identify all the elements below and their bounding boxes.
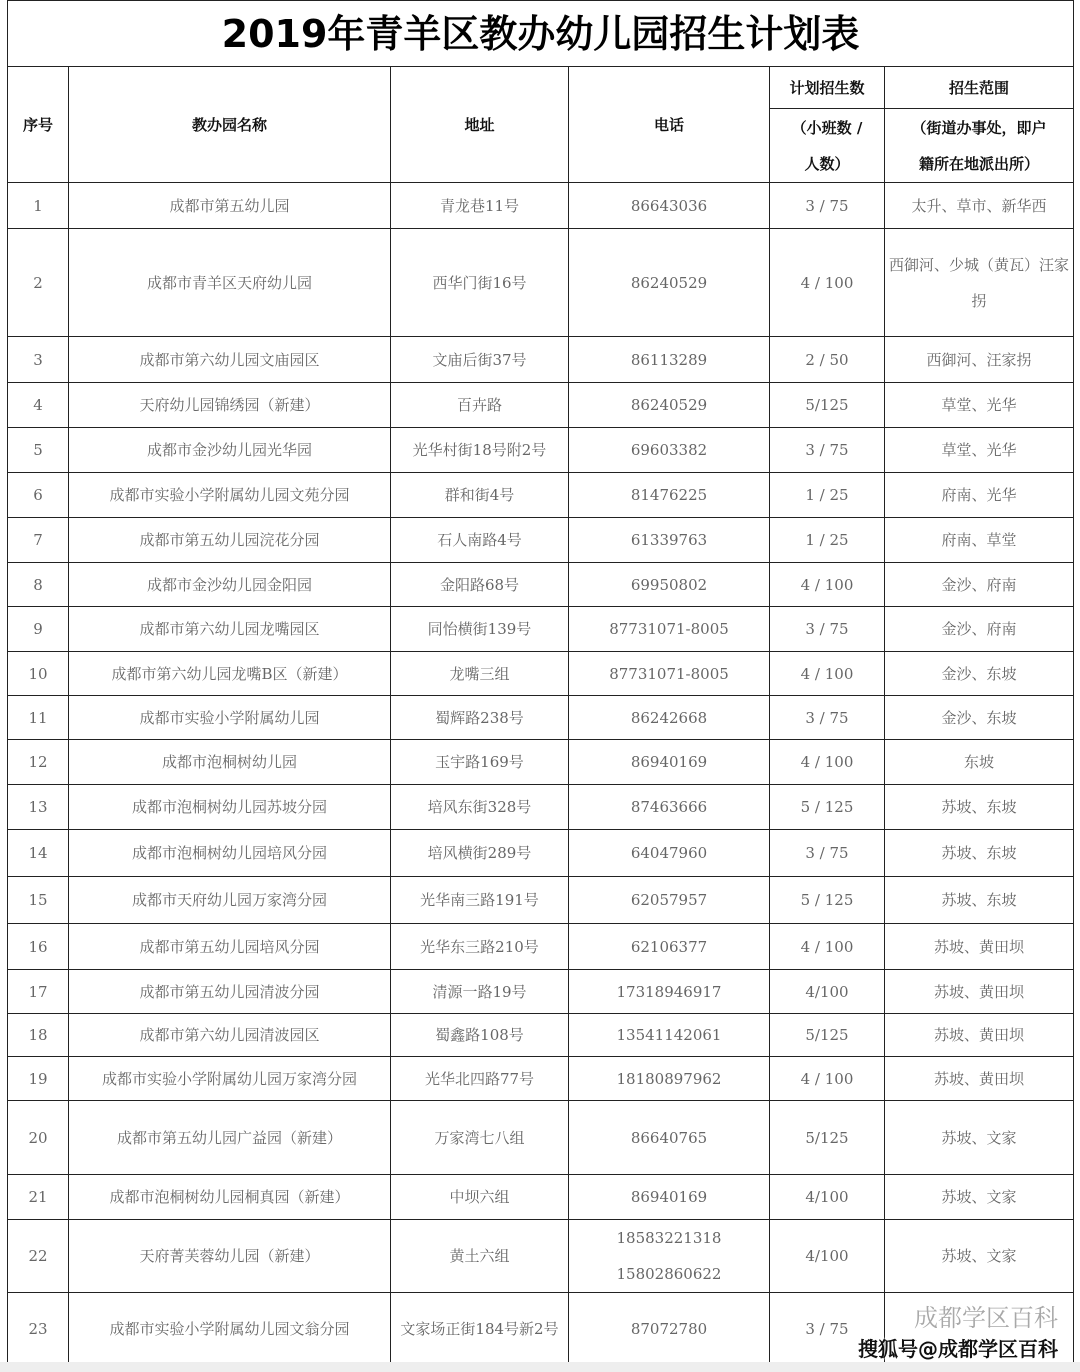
table-row xyxy=(8,183,1074,229)
cell-range: 苏坡、文家 xyxy=(885,1101,1074,1175)
cell-phone: 17318946917 xyxy=(569,970,770,1014)
cell-plan: 1 / 25 xyxy=(770,518,885,563)
cell-plan: 1 / 25 xyxy=(770,473,885,518)
cell-plan: 5/125 xyxy=(770,1101,885,1175)
table-row xyxy=(8,1057,1074,1101)
cell-range: 金沙、府南 xyxy=(885,563,1074,607)
cell-range: 苏坡、东坡 xyxy=(885,785,1074,830)
cell-name: 成都市第六幼儿园清波园区 xyxy=(69,1014,391,1057)
header-range: 招生范围 xyxy=(885,67,1074,109)
cell-phone: 13541142061 xyxy=(569,1014,770,1057)
cell-plan: 4/100 xyxy=(770,1220,885,1293)
cell-no: 7 xyxy=(8,518,69,563)
table-row xyxy=(8,229,1074,337)
watermark xyxy=(858,1298,1058,1362)
cell-phone: 86242668 xyxy=(569,696,770,740)
cell-phone: 69603382 xyxy=(569,428,770,473)
cell-phone: 86940169 xyxy=(569,740,770,785)
cell-plan: 4 / 100 xyxy=(770,740,885,785)
cell-phone: 64047960 xyxy=(569,830,770,877)
cell-no: 5 xyxy=(8,428,69,473)
cell-name: 成都市第五幼儿园广益园（新建） xyxy=(69,1101,391,1175)
cell-address: 石人南路4号 xyxy=(391,518,569,563)
cell-name: 成都市实验小学附属幼儿园文翁分园 xyxy=(69,1293,391,1366)
cell-name: 成都市金沙幼儿园光华园 xyxy=(69,428,391,473)
cell-address: 清源一路19号 xyxy=(391,970,569,1014)
cell-name: 成都市第五幼儿园 xyxy=(69,183,391,229)
cell-address: 黄土六组 xyxy=(391,1220,569,1293)
cell-range: 苏坡、文家 xyxy=(885,1220,1074,1293)
cell-range: 苏坡、东坡 xyxy=(885,830,1074,877)
cell-phone: 86113289 xyxy=(569,337,770,383)
cell-phone: 86240529 xyxy=(569,229,770,337)
cell-no: 23 xyxy=(8,1293,69,1366)
cell-phone: 18180897962 xyxy=(569,1057,770,1101)
cell-plan: 3 / 75 xyxy=(770,830,885,877)
cell-no: 6 xyxy=(8,473,69,518)
cell-no: 20 xyxy=(8,1101,69,1175)
cell-range: 苏坡、黄田坝 xyxy=(885,1014,1074,1057)
cell-range: 苏坡、黄田坝 xyxy=(885,970,1074,1014)
cell-phone: 87731071-8005 xyxy=(569,652,770,696)
cell-no: 22 xyxy=(8,1220,69,1293)
cell-name: 成都市泡桐树幼儿园苏坡分园 xyxy=(69,785,391,830)
cell-no: 4 xyxy=(8,383,69,428)
cell-range: 金沙、东坡 xyxy=(885,696,1074,740)
cell-name: 天府菁芙蓉幼儿园（新建） xyxy=(69,1220,391,1293)
cell-name: 成都市实验小学附属幼儿园 xyxy=(69,696,391,740)
cell-range: 太升、草市、新华西 xyxy=(885,183,1074,229)
cell-phone: 62057957 xyxy=(569,877,770,924)
table-row xyxy=(8,428,1074,473)
cell-plan: 4 / 100 xyxy=(770,924,885,970)
table-row xyxy=(8,383,1074,428)
cell-name: 成都市青羊区天府幼儿园 xyxy=(69,229,391,337)
table-row xyxy=(8,563,1074,607)
cell-address: 文家场正街184号新2号 xyxy=(391,1293,569,1366)
cell-range: 苏坡、黄田坝 xyxy=(885,1057,1074,1101)
cell-no: 19 xyxy=(8,1057,69,1101)
cell-range: 东坡 xyxy=(885,740,1074,785)
table-row xyxy=(8,652,1074,696)
cell-plan: 4/100 xyxy=(770,970,885,1014)
cell-no: 10 xyxy=(8,652,69,696)
cell-range: 金沙、东坡 xyxy=(885,652,1074,696)
table-row xyxy=(8,740,1074,785)
cell-address: 蜀辉路238号 xyxy=(391,696,569,740)
header-phone: 电话 xyxy=(569,67,770,183)
cell-plan: 5/125 xyxy=(770,1014,885,1057)
cell-phone: 87072780 xyxy=(569,1293,770,1366)
header-range-sub2: 籍所在地派出所） xyxy=(919,154,1040,173)
header-plan: 计划招生数 xyxy=(770,67,885,109)
cell-phone: 86940169 xyxy=(569,1175,770,1220)
cell-address: 百卉路 xyxy=(391,383,569,428)
cell-plan: 4/100 xyxy=(770,1175,885,1220)
header-range-sub1: （街道办事处，即户 xyxy=(911,118,1047,137)
watermark-source: 搜狐号@成都学区百科 xyxy=(858,1337,1058,1361)
cell-name: 成都市第五幼儿园浣花分园 xyxy=(69,518,391,563)
cell-range: 苏坡、东坡 xyxy=(885,877,1074,924)
cell-no: 12 xyxy=(8,740,69,785)
cell-phone: 87463666 xyxy=(569,785,770,830)
cell-no: 17 xyxy=(8,970,69,1014)
table-row xyxy=(8,1101,1074,1175)
cell-plan: 5/125 xyxy=(770,383,885,428)
cell-plan: 4 / 100 xyxy=(770,563,885,607)
cell-plan: 4 / 100 xyxy=(770,652,885,696)
cell-name: 天府幼儿园锦绣园（新建） xyxy=(69,383,391,428)
cell-no: 2 xyxy=(8,229,69,337)
cell-plan: 3 / 75 xyxy=(770,1293,885,1366)
cell-address: 蜀鑫路108号 xyxy=(391,1014,569,1057)
cell-address: 龙嘴三组 xyxy=(391,652,569,696)
table-row xyxy=(8,518,1074,563)
cell-no: 11 xyxy=(8,696,69,740)
table-row xyxy=(8,1175,1074,1220)
cell-phone: 86643036 xyxy=(569,183,770,229)
header-plan-sub2: 人数） xyxy=(804,154,850,173)
table-row xyxy=(8,877,1074,924)
cell-range: 草堂、光华 xyxy=(885,383,1074,428)
cell-name: 成都市天府幼儿园万家湾分园 xyxy=(69,877,391,924)
cell-plan: 5 / 125 xyxy=(770,877,885,924)
cell-address: 光华北四路77号 xyxy=(391,1057,569,1101)
cell-phone: 87731071-8005 xyxy=(569,607,770,652)
cell-phone: 69950802 xyxy=(569,563,770,607)
table-row xyxy=(8,924,1074,970)
cell-address: 群和街4号 xyxy=(391,473,569,518)
cell-no: 14 xyxy=(8,830,69,877)
header-address: 地址 xyxy=(391,67,569,183)
cell-range: 草堂、光华 xyxy=(885,428,1074,473)
cell-address: 培风横街289号 xyxy=(391,830,569,877)
cell-plan: 3 / 75 xyxy=(770,183,885,229)
table-row xyxy=(8,696,1074,740)
header-plan-sub xyxy=(770,109,885,183)
table-row xyxy=(8,607,1074,652)
cell-address: 青龙巷11号 xyxy=(391,183,569,229)
cell-address: 万家湾七八组 xyxy=(391,1101,569,1175)
cell-plan: 2 / 50 xyxy=(770,337,885,383)
cell-name: 成都市实验小学附属幼儿园文苑分园 xyxy=(69,473,391,518)
table-row xyxy=(8,1014,1074,1057)
cell-phone: 61339763 xyxy=(569,518,770,563)
cell-name: 成都市第六幼儿园文庙园区 xyxy=(69,337,391,383)
cell-no: 16 xyxy=(8,924,69,970)
cell-no: 1 xyxy=(8,183,69,229)
cell-plan: 5 / 125 xyxy=(770,785,885,830)
cell-address: 中坝六组 xyxy=(391,1175,569,1220)
page-bottom-edge xyxy=(0,1362,1080,1372)
page-title: 2019年青羊区教办幼儿园招生计划表 xyxy=(8,1,1074,67)
cell-address: 文庙后街37号 xyxy=(391,337,569,383)
table-row xyxy=(8,785,1074,830)
cell-phone: 62106377 xyxy=(569,924,770,970)
cell-range: 金沙、府南 xyxy=(885,607,1074,652)
cell-phone: 86240529 xyxy=(569,383,770,428)
cell-plan: 4 / 100 xyxy=(770,1057,885,1101)
cell-range: 西御河、汪家拐 xyxy=(885,337,1074,383)
cell-address: 同怡横街139号 xyxy=(391,607,569,652)
enrollment-table xyxy=(7,0,1074,1366)
cell-no: 18 xyxy=(8,1014,69,1057)
cell-plan: 4 / 100 xyxy=(770,229,885,337)
cell-name: 成都市第六幼儿园龙嘴园区 xyxy=(69,607,391,652)
cell-address: 培风东街328号 xyxy=(391,785,569,830)
cell-address: 光华东三路210号 xyxy=(391,924,569,970)
cell-range: 府南、光华 xyxy=(885,473,1074,518)
table-row xyxy=(8,337,1074,383)
cell-name: 成都市第五幼儿园清波分园 xyxy=(69,970,391,1014)
cell-name: 成都市第六幼儿园龙嘴B区（新建） xyxy=(69,652,391,696)
cell-name: 成都市实验小学附属幼儿园万家湾分园 xyxy=(69,1057,391,1101)
header-index: 序号 xyxy=(8,67,69,183)
cell-no: 9 xyxy=(8,607,69,652)
cell-range: 苏坡、黄田坝 xyxy=(885,924,1074,970)
cell-plan: 3 / 75 xyxy=(770,696,885,740)
header-name: 教办园名称 xyxy=(69,67,391,183)
cell-no: 8 xyxy=(8,563,69,607)
watermark-logo-text: 成都学区百科 xyxy=(914,1304,1058,1332)
cell-name: 成都市金沙幼儿园金阳园 xyxy=(69,563,391,607)
cell-range: 西御河、少城（黄瓦）汪家拐 xyxy=(885,229,1074,337)
cell-plan: 3 / 75 xyxy=(770,428,885,473)
cell-name: 成都市泡桐树幼儿园培风分园 xyxy=(69,830,391,877)
table-row xyxy=(8,1220,1074,1293)
table-row xyxy=(8,970,1074,1014)
cell-phone: 86640765 xyxy=(569,1101,770,1175)
cell-no: 21 xyxy=(8,1175,69,1220)
header-range-sub xyxy=(885,109,1074,183)
cell-no: 15 xyxy=(8,877,69,924)
cell-name: 成都市泡桐树幼儿园 xyxy=(69,740,391,785)
cell-phone: 81476225 xyxy=(569,473,770,518)
table-row xyxy=(8,830,1074,877)
cell-no: 3 xyxy=(8,337,69,383)
cell-address: 西华门街16号 xyxy=(391,229,569,337)
cell-address: 光华村街18号附2号 xyxy=(391,428,569,473)
cell-address: 金阳路68号 xyxy=(391,563,569,607)
cell-plan: 3 / 75 xyxy=(770,607,885,652)
cell-range: 府南、草堂 xyxy=(885,518,1074,563)
cell-range: 苏坡、文家 xyxy=(885,1175,1074,1220)
cell-name: 成都市泡桐树幼儿园桐真园（新建） xyxy=(69,1175,391,1220)
cell-name: 成都市第五幼儿园培风分园 xyxy=(69,924,391,970)
cell-address: 光华南三路191号 xyxy=(391,877,569,924)
cell-address: 玉宇路169号 xyxy=(391,740,569,785)
table-row xyxy=(8,473,1074,518)
header-plan-sub1: （小班数 / xyxy=(791,118,863,137)
cell-phone: 18583221318 15802860622 xyxy=(569,1220,770,1293)
cell-no: 13 xyxy=(8,785,69,830)
